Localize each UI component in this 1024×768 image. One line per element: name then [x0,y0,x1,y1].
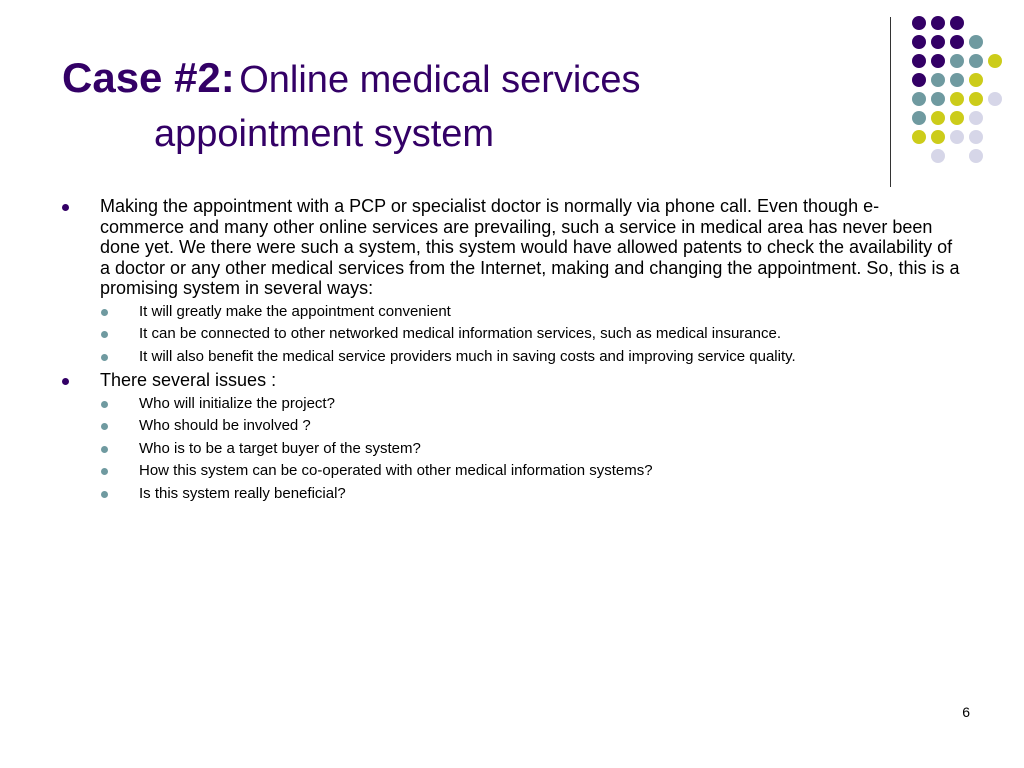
decorative-dot [950,35,964,49]
decorative-dot [931,130,945,144]
sub-bullet-text: It can be connected to other networked medical information services, such as medical insurance. [139,325,781,342]
decorative-dot [969,54,983,68]
sub-bullet-text: How this system can be co-operated with other medical information systems? [139,462,653,479]
sub-bullet-dot-icon [101,491,108,498]
bullet-text: Making the appointment with a PCP or specialist doctor is normally via phone call. Even though e-commerce and many other online services are prevailing, such a service in medical area has never been done yet. We there were such a system, this system would have allowed patents to check the availability of a doctor or any other medical services from the Internet, making and changing the appointment. So, this is a promising system in several ways: [100,196,960,298]
sub-bullet-item [60,415,960,438]
sub-bullet-dot-icon [101,331,108,338]
sub-bullet-item [60,346,960,369]
sub-bullet-dot-icon [101,354,108,361]
sub-bullet-text: Is this system really beneficial? [139,484,346,502]
bullet-dot-icon [62,378,69,385]
sub-bullet-item [60,323,960,346]
decorative-dot [950,54,964,68]
sub-bullet-dot-icon [101,423,108,430]
bullet-text: There several issues : [100,370,277,390]
decorative-dot [912,73,926,87]
sub-bullet-text: Who is to be a target buyer of the system? [139,439,421,457]
title-text-line2: appointment system [154,113,495,155]
sub-bullet-text: It will greatly make the appointment convenient [139,302,451,320]
title-text: Online medical services [239,59,641,101]
title-case-label: Case #2: [62,54,235,101]
decorative-dot [912,111,926,125]
sub-bullet-text: Who should be involved ? [139,417,311,434]
bullet-list [60,196,960,505]
decorative-dot [931,73,945,87]
sub-bullet-text: Who will initialize the project? [139,394,335,412]
sub-bullet-list [100,393,960,506]
decorative-dot [912,54,926,68]
decorative-dot [912,130,926,144]
sub-bullet-item [60,460,960,483]
decorative-dot [969,130,983,144]
page-number: 6 [962,704,970,720]
decorative-dot [931,35,945,49]
decorative-dot [931,54,945,68]
bullet-item [60,370,960,505]
decorative-dot [950,111,964,125]
sub-bullet-dot-icon [101,468,108,475]
sub-bullet-item [60,301,960,324]
slide-body [60,196,960,507]
decorative-dot [969,73,983,87]
decorative-dot [931,149,945,163]
decorative-dot [988,92,1002,106]
sub-bullet-list [100,301,960,369]
decorative-dot [969,111,983,125]
sub-bullet-item [60,483,960,506]
decorative-dot [912,16,926,30]
decorative-dot [950,130,964,144]
decorative-dot [912,92,926,106]
sub-bullet-dot-icon [101,309,108,316]
decorative-dot [912,35,926,49]
decorative-dot [950,16,964,30]
sub-bullet-dot-icon [101,446,108,453]
decorative-dot [969,35,983,49]
decorative-dot-grid [0,0,1024,200]
bullet-dot-icon [62,204,69,211]
decorative-dot [931,16,945,30]
decorative-dot [931,92,945,106]
decorative-dot [969,149,983,163]
sub-bullet-text: It will also benefit the medical service providers much in saving costs and improving service quality. [139,347,796,365]
bullet-item [60,196,960,368]
decorative-dot [950,73,964,87]
decorative-dot [931,111,945,125]
decorative-dot [950,92,964,106]
decorative-dot [988,54,1002,68]
decorative-dot [969,92,983,106]
sub-bullet-dot-icon [101,401,108,408]
sub-bullet-item [60,438,960,461]
sub-bullet-item [60,393,960,416]
